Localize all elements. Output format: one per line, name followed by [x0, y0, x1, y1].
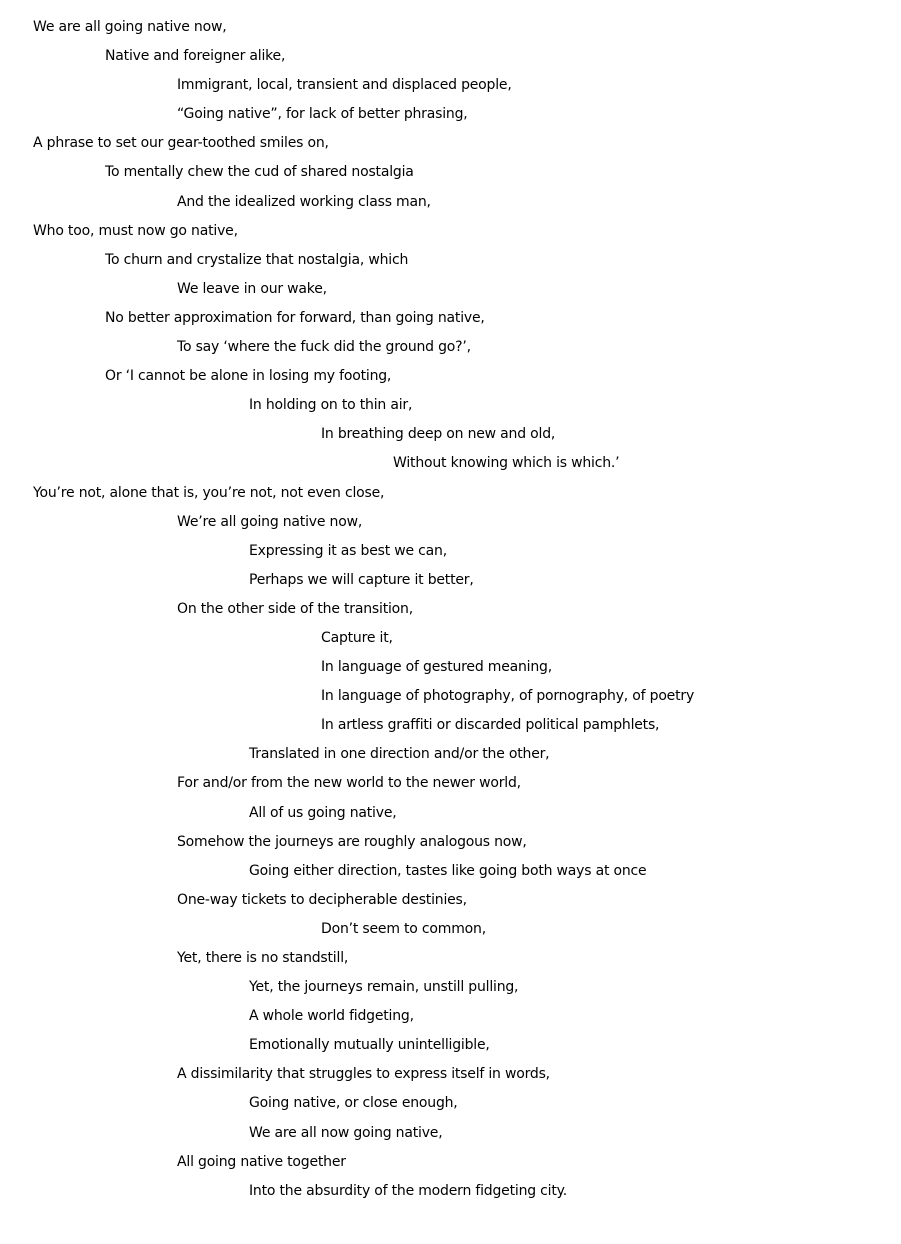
poem-line: Yet, the journeys remain, unstill pulling,	[249, 979, 519, 996]
poem-line: And the idealized working class man,	[177, 193, 431, 210]
poem-line: All of us going native,	[249, 804, 397, 821]
poem-line: Translated in one direction and/or the other,	[249, 746, 550, 763]
poem-line: A phrase to set our gear-toothed smiles on,	[33, 135, 329, 152]
poem-line: All going native together	[177, 1153, 346, 1170]
poem-line: To mentally chew the cud of shared nostalgia	[105, 164, 414, 181]
poem-line: Without knowing which is which.’	[393, 455, 620, 472]
poem-line: To churn and crystalize that nostalgia, which	[105, 251, 409, 268]
poem-line: To say ‘where the fuck did the ground go?’,	[177, 339, 471, 356]
poem-line: Expressing it as best we can,	[249, 542, 447, 559]
poem-line: We’re all going native now,	[177, 513, 363, 530]
poem-line: Capture it,	[321, 629, 393, 646]
poem-line: In breathing deep on new and old,	[321, 426, 556, 443]
poem-line: A whole world fidgeting,	[249, 1008, 414, 1025]
poem-line: We are all going native now,	[33, 19, 227, 35]
poem-line: Immigrant, local, transient and displaced people,	[177, 77, 512, 94]
poem-line: Who too, must now go native,	[33, 222, 238, 239]
poem-line: You’re not, alone that is, you’re not, not even close,	[33, 484, 385, 501]
poem-line: “Going native”, for lack of better phrasing,	[177, 106, 468, 123]
poem-line: On the other side of the transition,	[177, 600, 413, 617]
poem-line: Into the absurdity of the modern fidgeting city.	[249, 1182, 567, 1199]
poem-line: Going native, or close enough,	[249, 1095, 458, 1112]
poem-line: Don’t seem to common,	[321, 920, 486, 937]
poem-line: One-way tickets to decipherable destinies,	[177, 891, 467, 908]
poem-line: Yet, there is no standstill,	[177, 950, 349, 966]
poem-line: In holding on to thin air,	[249, 397, 413, 414]
poem-line: In artless graffiti or discarded political pamphlets,	[321, 717, 660, 734]
poem-line: Emotionally mutually unintelligible,	[249, 1037, 490, 1054]
poem-line: For and/or from the new world to the newer world,	[177, 775, 521, 792]
poem-line: In language of gestured meaning,	[321, 659, 552, 676]
poem-line: No better approximation for forward, than going native,	[105, 309, 485, 326]
poem-line: We leave in our wake,	[177, 280, 327, 297]
poem-line: We are all now going native,	[249, 1124, 443, 1141]
poem-line: In language of photography, of pornography, of poetry	[321, 688, 695, 705]
poem-line: Somehow the journeys are roughly analogous now,	[177, 833, 527, 850]
poem-line: Native and foreigner alike,	[105, 48, 286, 65]
poem-line: Going either direction, tastes like going both ways at once	[249, 862, 647, 879]
poem-line: Perhaps we will capture it better,	[249, 571, 474, 588]
poem-text	[0, 13, 901, 1206]
poem-line: Or ‘I cannot be alone in losing my footing,	[105, 368, 392, 385]
poem-line: A dissimilarity that struggles to express itself in words,	[177, 1066, 550, 1083]
